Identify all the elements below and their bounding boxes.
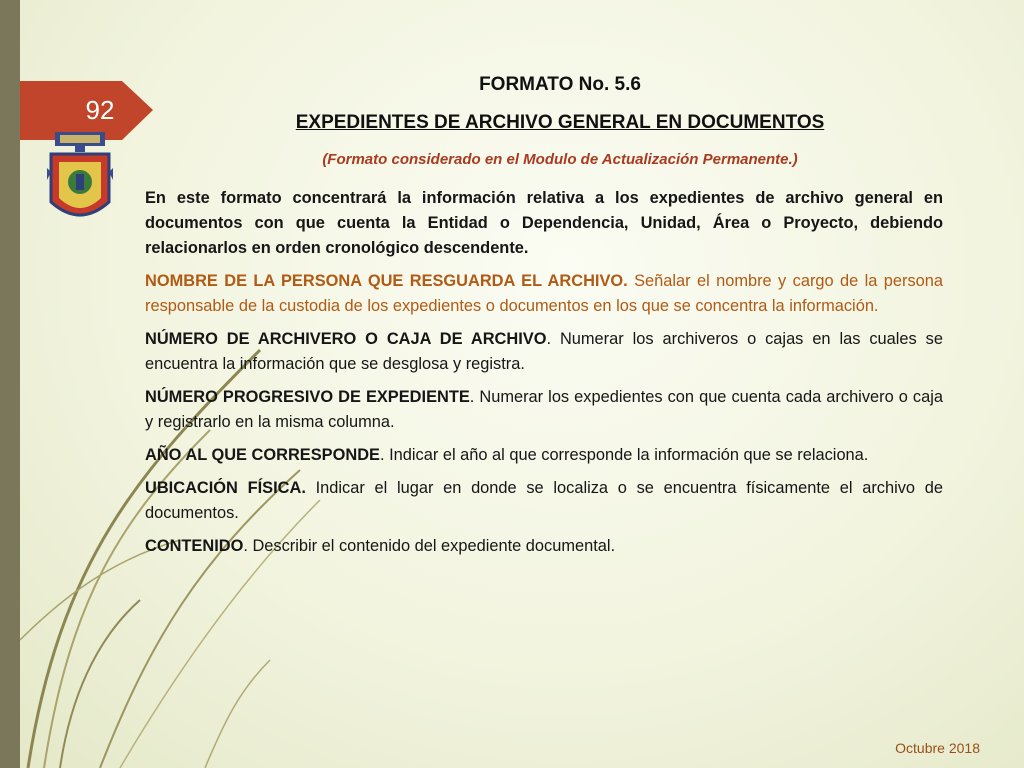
formato-number: FORMATO No. 5.6 [479,74,641,95]
field-ubicacion [145,476,943,526]
field-contenido [145,534,943,559]
field-description: . Indicar el año al que corresponde la información que se relaciona. [379,446,869,464]
field-term: NOMBRE DE LA PERSONA QUE RESGUARDA EL ARCHIVO. [145,272,628,290]
field-numero-progresivo [145,385,943,435]
field-nombre-persona [145,269,943,319]
field-anio [145,443,943,468]
footer-date: Octubre 2018 [895,740,980,756]
field-term: NÚMERO DE ARCHIVERO O CAJA DE ARCHIVO [145,330,547,348]
field-term: CONTENIDO [145,537,244,555]
field-numero-archivero [145,327,943,377]
field-description: . Describir el contenido del expediente documental. [243,537,616,555]
field-term: NÚMERO PROGRESIVO DE EXPEDIENTE [145,388,470,406]
content-body [145,186,943,567]
page-subtitle: (Formato considerado en el Modulo de Actualización Permanente.) [322,151,798,168]
intro-paragraph: En este formato concentrará la información relativa a los expedientes de archivo general en documentos con que cuenta la Entidad o Dependencia, Unidad, Área o Proyecto, debiendo relacionarlos en orden cronológico descendente. [145,189,943,257]
field-term: UBICACIÓN FÍSICA. [145,479,306,497]
field-description: . Numerar los expedientes con que cuenta cada archivero o caja y registrarlo en la misma columna. [145,388,943,431]
field-description: Indicar el lugar en donde se localiza o se encuentra físicamente el archivo de documentos. [145,479,943,522]
field-term: AÑO AL QUE CORRESPONDE [145,446,380,464]
page-title: EXPEDIENTES DE ARCHIVO GENERAL EN DOCUMENTOS [295,112,825,133]
field-description: Señalar el nombre y cargo de la persona responsable de la custodia de los expedientes o documentos en los que se concentra la información. [145,272,943,315]
field-description: . Numerar los archiveros o cajas en las cuales se encuentra la información que se desglosa y registra. [145,330,943,373]
page-number: 92 [85,95,115,125]
university-coat-of-arms-icon [45,132,115,232]
